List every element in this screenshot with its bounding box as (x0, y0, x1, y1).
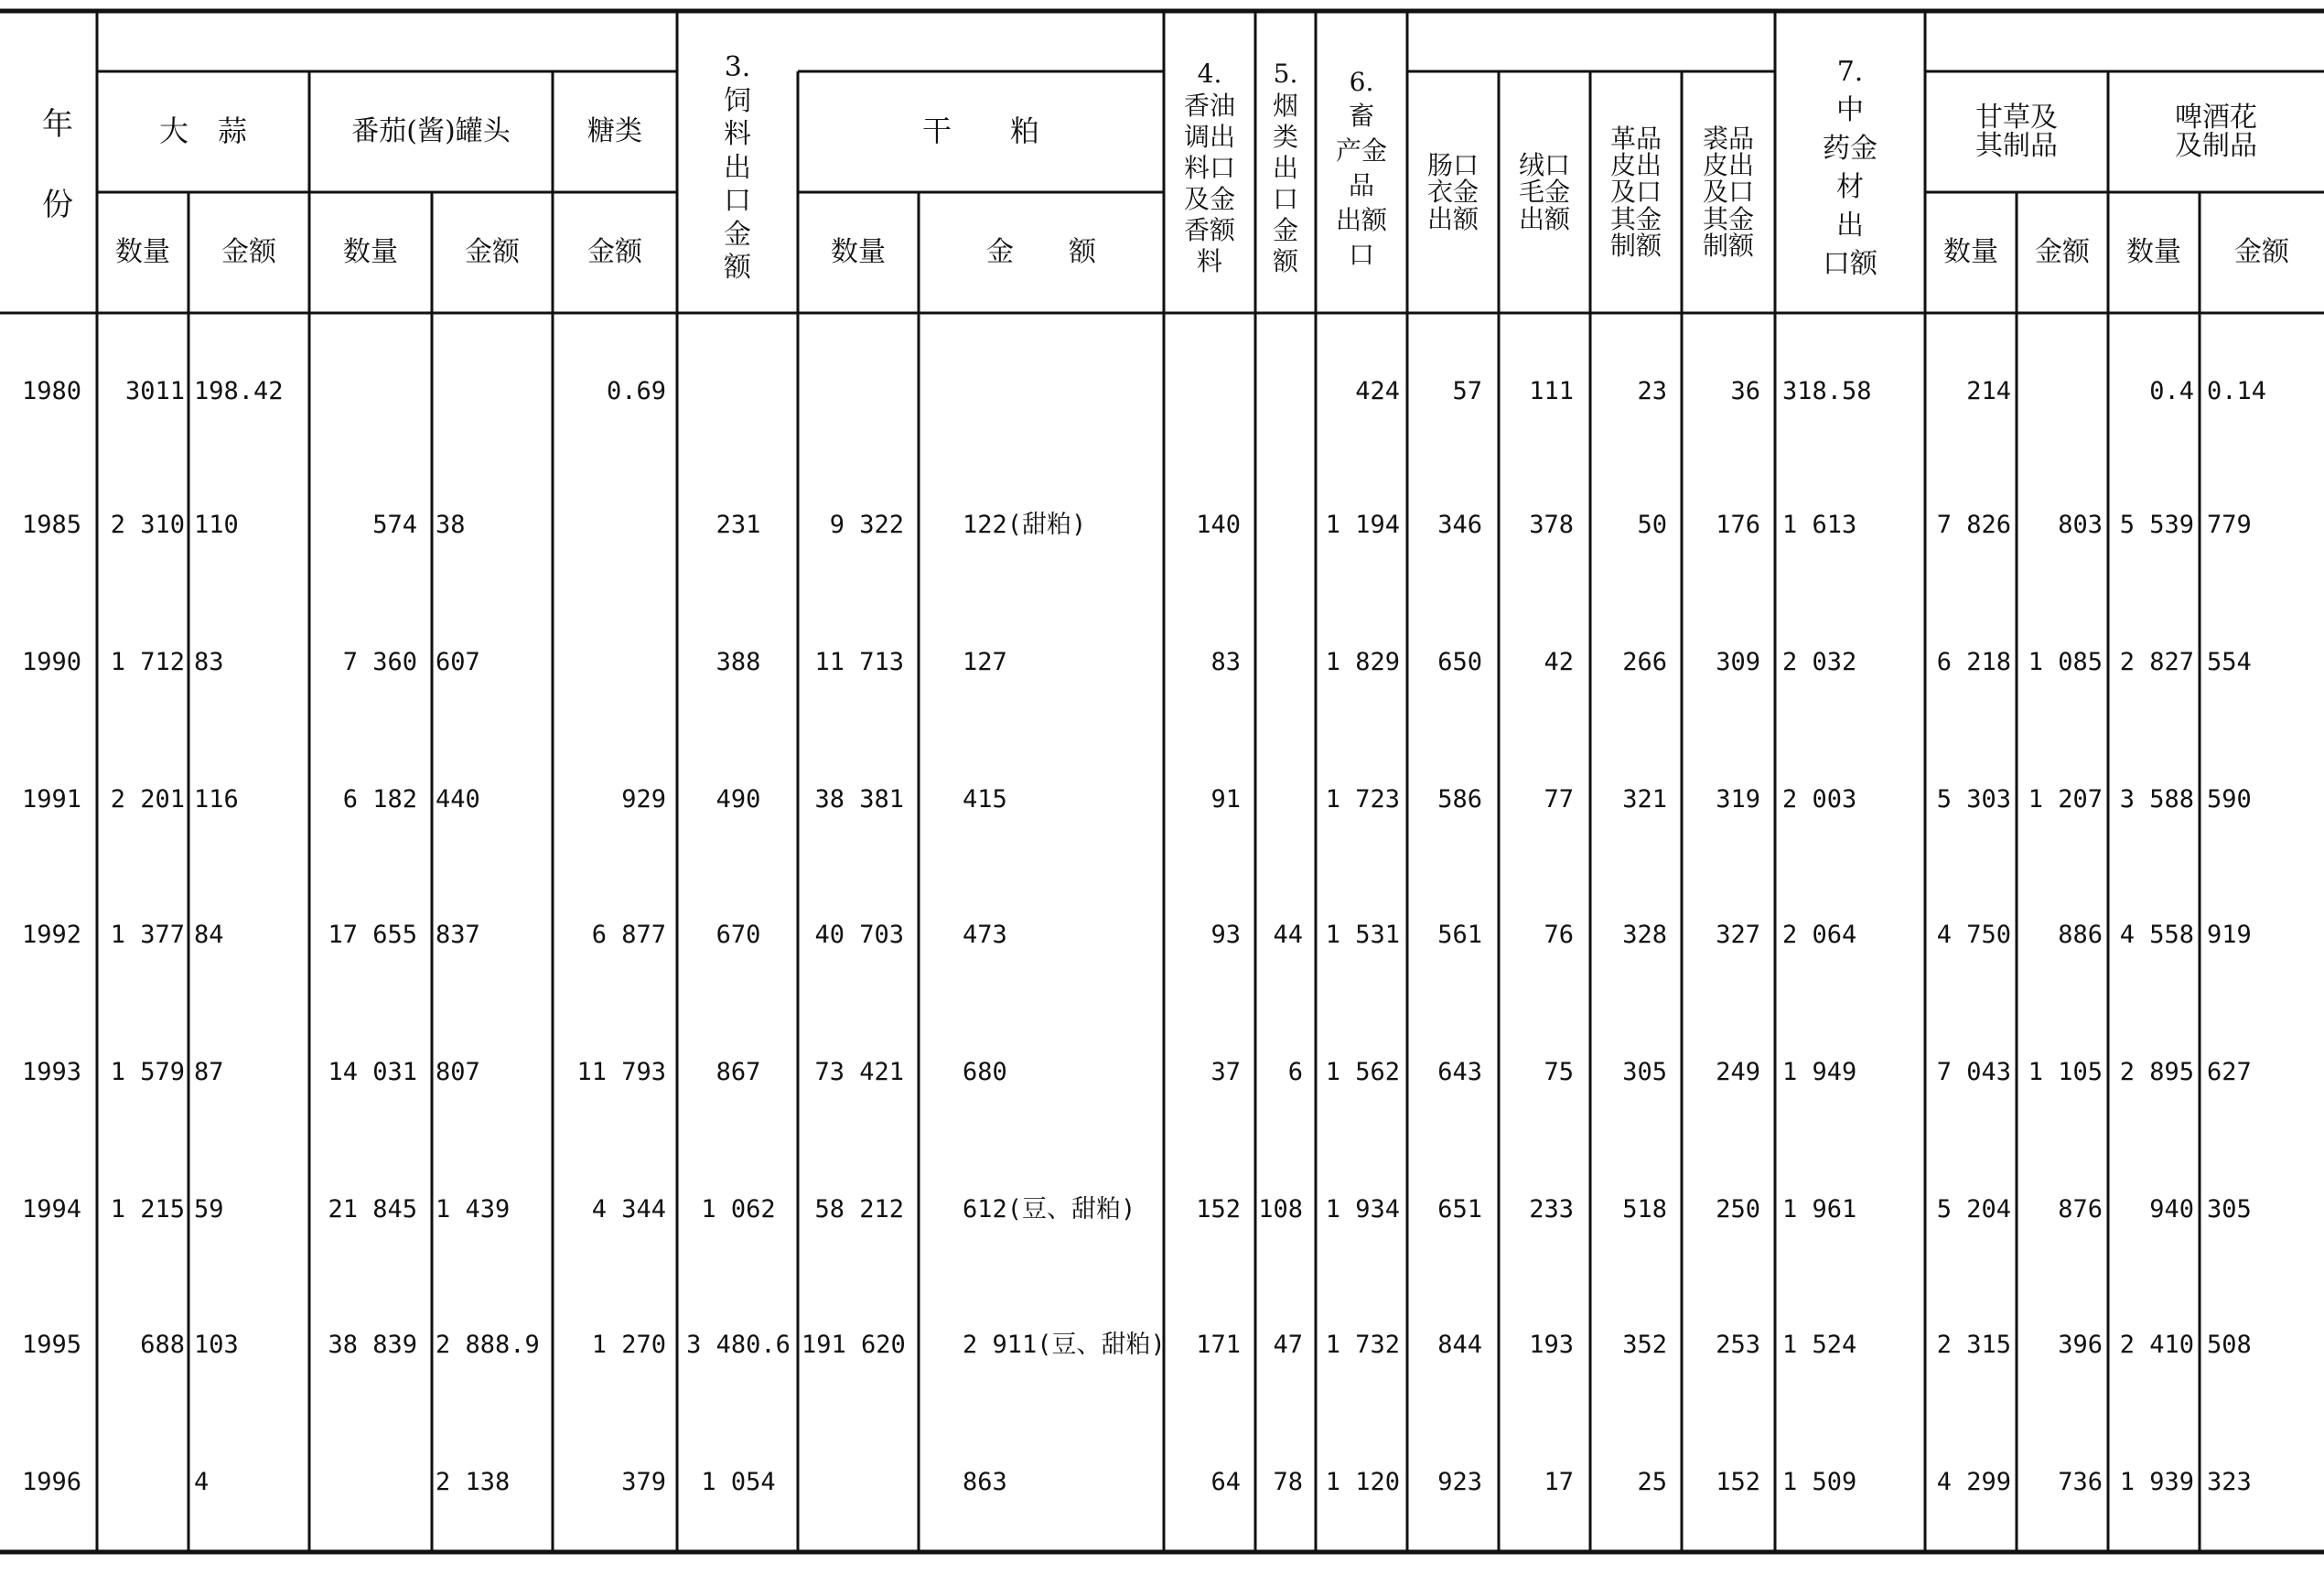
cell-herb: 318.58 (1782, 377, 1872, 405)
cell-tomato-q: 6 182 (342, 785, 417, 814)
cell-garlic-q: 3011 (124, 377, 185, 405)
cell-tomato-a: 1 439 (436, 1195, 511, 1224)
cell-hops-q: 0.4 (2149, 377, 2194, 405)
cell-herb: 2 003 (1782, 785, 1857, 814)
cell-sugar-a: 11 793 (576, 1058, 666, 1086)
cell-lic-a: 1 085 (2028, 648, 2103, 676)
cell-garlic-q: 1 579 (110, 1058, 185, 1086)
cell-tobacco: 47 (1273, 1331, 1303, 1359)
cell-tomato-q: 7 360 (342, 648, 417, 676)
cell-year: 1995 (22, 1331, 82, 1359)
cell-garlic-a: 59 (194, 1195, 224, 1224)
cell-hops-q: 2 895 (2119, 1058, 2194, 1086)
cell-tobacco: 108 (1258, 1195, 1303, 1224)
cell-casing: 923 (1437, 1468, 1482, 1496)
cell-lic-a: 736 (2058, 1468, 2103, 1496)
cell-leather: 23 (1637, 377, 1667, 405)
cell-herb: 1 509 (1782, 1468, 1857, 1496)
cell-tomato-q: 17 655 (328, 921, 417, 949)
cell-wool: 111 (1529, 377, 1574, 405)
cell-livestock: 1 194 (1325, 511, 1400, 539)
cell-tomato-a: 807 (436, 1058, 480, 1086)
cell-lic-a: 1 207 (2028, 785, 2103, 814)
cell-pulp-q: 11 713 (814, 648, 904, 676)
cell-casing: 650 (1437, 648, 1482, 676)
cell-pulp-q: 191 620 (802, 1331, 906, 1359)
cell-casing: 651 (1437, 1195, 1482, 1224)
cell-tomato-a (436, 373, 549, 410)
cell-tobacco (1257, 782, 1303, 818)
cell-feed (681, 373, 796, 410)
cell-lic-q: 5 204 (1936, 1195, 2011, 1224)
cell-spice: 93 (1210, 921, 1241, 949)
header-year: 年 份 (42, 105, 73, 223)
cell-sugar-a: 0.69 (606, 377, 666, 405)
cell-spice: 83 (1210, 648, 1241, 676)
cell-lic-a (2020, 373, 2103, 410)
cell-tomato-a: 440 (436, 785, 480, 814)
header-spice: 4. 香油 调出 料口 及金 香额 料 (1183, 59, 1235, 277)
cell-leather: 518 (1622, 1195, 1667, 1224)
subheader-garlic-qty: 数量 (115, 236, 170, 269)
cell-hops-a: 554 (2207, 648, 2252, 676)
cell-casing: 57 (1452, 377, 1482, 405)
cell-hops-a: 508 (2207, 1331, 2252, 1359)
cell-leather: 50 (1637, 511, 1667, 539)
cell-hops-q: 4 558 (2119, 921, 2194, 949)
cell-herb: 1 949 (1782, 1058, 1857, 1086)
cell-tomato-q: 574 (372, 511, 417, 539)
cell-tomato-a: 607 (436, 648, 480, 676)
header-wool: 绒口 毛金 出额 (1518, 149, 1570, 234)
cell-year: 1992 (22, 921, 82, 949)
header-sugar: 糖类 (587, 115, 642, 148)
cell-lic-a: 396 (2058, 1331, 2103, 1359)
cell-casing: 346 (1437, 511, 1482, 539)
cell-herb: 2 032 (1782, 648, 1857, 676)
cell-leather: 328 (1622, 921, 1667, 949)
cell-casing: 643 (1437, 1058, 1482, 1086)
cell-lic-q: 7 043 (1936, 1058, 2011, 1086)
cell-hops-a: 627 (2207, 1058, 2252, 1086)
cell-wool: 378 (1529, 511, 1574, 539)
cell-fur: 249 (1716, 1058, 1760, 1086)
cell-lic-a: 886 (2058, 921, 2103, 949)
cell-hops-a: 590 (2207, 785, 2252, 814)
cell-garlic-a: 4 (194, 1468, 210, 1496)
cell-tobacco (1257, 507, 1303, 544)
cell-feed: 1 054 (701, 1468, 776, 1496)
cell-year: 1990 (22, 648, 82, 676)
cell-hops-a: 323 (2207, 1468, 2252, 1496)
cell-pulp-a: 612(豆、甜粕) (963, 1195, 1136, 1224)
cell-feed: 670 (715, 921, 761, 949)
cell-lic-q: 6 218 (1936, 648, 2011, 676)
cell-sugar-a (556, 644, 666, 681)
cell-livestock: 1 531 (1325, 921, 1400, 949)
subheader-licorice-qty: 数量 (1943, 236, 1998, 269)
cell-garlic-a: 116 (194, 785, 239, 814)
subheader-pulp-qty: 数量 (831, 236, 886, 269)
cell-spice: 152 (1196, 1195, 1241, 1224)
header-casing: 肠口 衣金 出额 (1426, 149, 1479, 234)
cell-garlic-a: 84 (194, 921, 224, 949)
cell-livestock: 424 (1355, 377, 1400, 405)
cell-livestock: 1 829 (1325, 648, 1400, 676)
header-tobacco: 5. 烟 类 出 口 金 额 (1272, 59, 1298, 277)
cell-pulp-a: 473 (963, 921, 1007, 949)
cell-casing: 586 (1437, 785, 1482, 814)
cell-hops-a: 779 (2207, 511, 2252, 539)
cell-fur: 253 (1716, 1331, 1760, 1359)
subheader-hops-qty: 数量 (2126, 236, 2181, 269)
cell-garlic-q: 1 377 (110, 921, 185, 949)
cell-tomato-a: 2 888.9 (436, 1331, 540, 1359)
cell-feed: 490 (715, 785, 761, 814)
cell-pulp-q: 9 322 (829, 511, 904, 539)
cell-tomato-q: 38 839 (328, 1331, 417, 1359)
cell-hops-q: 5 539 (2119, 511, 2194, 539)
cell-leather: 352 (1622, 1331, 1667, 1359)
cell-lic-q: 7 826 (1936, 511, 2011, 539)
cell-lic-q: 4 299 (1936, 1468, 2011, 1496)
cell-lic-q: 4 750 (1936, 921, 2011, 949)
cell-fur: 36 (1730, 377, 1760, 405)
cell-herb: 1 524 (1782, 1331, 1857, 1359)
cell-livestock: 1 732 (1325, 1331, 1400, 1359)
cell-spice: 140 (1196, 511, 1241, 539)
cell-herb: 2 064 (1782, 921, 1857, 949)
cell-tobacco: 6 (1287, 1058, 1303, 1086)
cell-year: 1994 (22, 1195, 82, 1224)
subheader-tomato-qty: 数量 (343, 236, 398, 269)
header-garlic: 大 蒜 (158, 113, 247, 149)
cell-pulp-q: 73 421 (814, 1058, 904, 1086)
cell-lic-a: 876 (2058, 1195, 2103, 1224)
cell-tomato-a: 837 (436, 921, 480, 949)
cell-pulp-a: 863 (963, 1468, 1007, 1496)
subheader-garlic-amt: 金额 (221, 236, 276, 269)
cell-hops-q: 3 588 (2119, 785, 2194, 814)
cell-tomato-a: 2 138 (436, 1468, 511, 1496)
cell-lic-q: 5 303 (1936, 785, 2011, 814)
header-herb: 7. 中 药金 材 出 口额 (1823, 56, 1877, 280)
subheader-pulp-amt: 金 额 (986, 236, 1096, 269)
cell-spice: 37 (1210, 1058, 1241, 1086)
cell-casing: 844 (1437, 1331, 1482, 1359)
cell-wool: 75 (1544, 1058, 1574, 1086)
cell-hops-q: 1 939 (2119, 1468, 2194, 1496)
cell-livestock: 1 934 (1325, 1195, 1400, 1224)
cell-wool: 76 (1544, 921, 1574, 949)
cell-hops-a: 305 (2207, 1195, 2252, 1224)
cell-garlic-a: 110 (194, 511, 239, 539)
cell-lic-a: 1 105 (2028, 1058, 2103, 1086)
cell-hops-q: 2 827 (2119, 648, 2194, 676)
cell-hops-a: 0.14 (2207, 377, 2267, 405)
cell-pulp-a: 2 911(豆、甜粕) (963, 1331, 1166, 1359)
cell-fur: 152 (1716, 1468, 1760, 1496)
cell-sugar-a: 6 877 (591, 921, 666, 949)
cell-pulp-q: 38 381 (814, 785, 904, 814)
cell-year: 1985 (22, 511, 82, 539)
cell-pulp-a: 415 (963, 785, 1007, 814)
header-livestock: 6. 畜 产金 品 出额 口 (1335, 66, 1387, 270)
cell-pulp-q: 40 703 (814, 921, 904, 949)
cell-year: 1980 (22, 377, 82, 405)
cell-wool: 233 (1529, 1195, 1574, 1224)
cell-leather: 266 (1622, 648, 1667, 676)
cell-hops-q: 940 (2149, 1195, 2194, 1224)
cell-garlic-q: 1 712 (110, 648, 185, 676)
cell-sugar-a: 379 (621, 1468, 666, 1496)
cell-tobacco: 78 (1273, 1468, 1303, 1496)
cell-feed: 388 (715, 648, 761, 676)
cell-spice: 91 (1210, 785, 1241, 814)
header-hops: 啤酒花 及制品 (2175, 101, 2257, 162)
cell-feed: 231 (715, 511, 761, 539)
cell-pulp-a: 122(甜粕) (963, 511, 1087, 539)
cell-garlic-q: 688 (140, 1331, 185, 1359)
cell-fur: 176 (1716, 511, 1760, 539)
cell-garlic-a: 87 (194, 1058, 224, 1086)
cell-lic-q: 2 315 (1936, 1331, 2011, 1359)
cell-pulp-q: 58 212 (814, 1195, 904, 1224)
cell-fur: 319 (1716, 785, 1760, 814)
cell-herb: 1 613 (1782, 511, 1857, 539)
cell-fur: 327 (1716, 921, 1760, 949)
subheader-sugar-amt: 金额 (587, 236, 642, 269)
cell-feed: 867 (715, 1058, 761, 1086)
cell-feed: 1 062 (701, 1195, 776, 1224)
cell-garlic-a: 103 (194, 1331, 239, 1359)
cell-leather: 305 (1622, 1058, 1667, 1086)
cell-tobacco (1257, 644, 1303, 681)
header-pulp: 干 粕 (921, 113, 1039, 149)
cell-hops-a: 919 (2207, 921, 2252, 949)
subheader-tomato-amt: 金额 (465, 236, 520, 269)
cell-spice: 64 (1210, 1468, 1241, 1496)
cell-tobacco (1257, 373, 1303, 410)
cell-wool: 17 (1544, 1468, 1574, 1496)
header-leather: 革品 皮出 及口 其金 制额 (1609, 123, 1662, 262)
subheader-hops-amt: 金额 (2234, 236, 2289, 269)
cell-pulp-q (802, 373, 904, 410)
cell-wool: 77 (1544, 785, 1574, 814)
cell-tomato-a: 38 (436, 511, 466, 539)
cell-pulp-a: 680 (963, 1058, 1007, 1086)
cell-fur: 250 (1716, 1195, 1760, 1224)
cell-pulp-q (802, 1464, 904, 1501)
cell-garlic-a: 83 (194, 648, 224, 676)
subheader-licorice-amt: 金额 (2035, 236, 2090, 269)
cell-wool: 193 (1529, 1331, 1574, 1359)
cell-livestock: 1 723 (1325, 785, 1400, 814)
cell-year: 1991 (22, 785, 82, 814)
cell-fur: 309 (1716, 648, 1760, 676)
cell-leather: 25 (1637, 1468, 1667, 1496)
cell-garlic-q: 1 215 (110, 1195, 185, 1224)
cell-pulp-a (963, 373, 1162, 410)
cell-tomato-q (313, 1464, 417, 1501)
header-tomato: 番茄(酱)罐头 (351, 115, 511, 148)
cell-tobacco: 44 (1273, 921, 1303, 949)
header-feed: 3. 饲 料 出 口 金 额 (724, 50, 751, 285)
cell-sugar-a: 1 270 (591, 1331, 666, 1359)
cell-feed: 3 480.6 (686, 1331, 791, 1359)
cell-garlic-q: 2 310 (110, 511, 185, 539)
cell-tomato-q: 14 031 (328, 1058, 417, 1086)
cell-casing: 561 (1437, 921, 1482, 949)
cell-tomato-q: 21 845 (328, 1195, 417, 1224)
cell-spice: 171 (1196, 1331, 1241, 1359)
header-licorice: 甘草及 其制品 (1975, 101, 2058, 162)
header-fur: 裘品 皮出 及口 其金 制额 (1702, 123, 1754, 262)
cell-lic-q: 214 (1966, 377, 2011, 405)
cell-garlic-q (101, 1464, 185, 1501)
cell-livestock: 1 562 (1325, 1058, 1400, 1086)
cell-sugar-a (556, 507, 666, 544)
cell-spice (1167, 373, 1241, 410)
cell-pulp-a: 127 (963, 648, 1007, 676)
cell-year: 1993 (22, 1058, 82, 1086)
cell-herb: 1 961 (1782, 1195, 1857, 1224)
cell-sugar-a: 929 (621, 785, 666, 814)
cell-wool: 42 (1544, 648, 1574, 676)
cell-livestock: 1 120 (1325, 1468, 1400, 1496)
cell-leather: 321 (1622, 785, 1667, 814)
cell-garlic-q: 2 201 (110, 785, 185, 814)
cell-tomato-q (313, 373, 417, 410)
cell-year: 1996 (22, 1468, 82, 1496)
cell-lic-a: 803 (2058, 511, 2103, 539)
cell-sugar-a: 4 344 (591, 1195, 666, 1224)
cell-garlic-a: 198.42 (194, 377, 284, 405)
cell-hops-q: 2 410 (2119, 1331, 2194, 1359)
